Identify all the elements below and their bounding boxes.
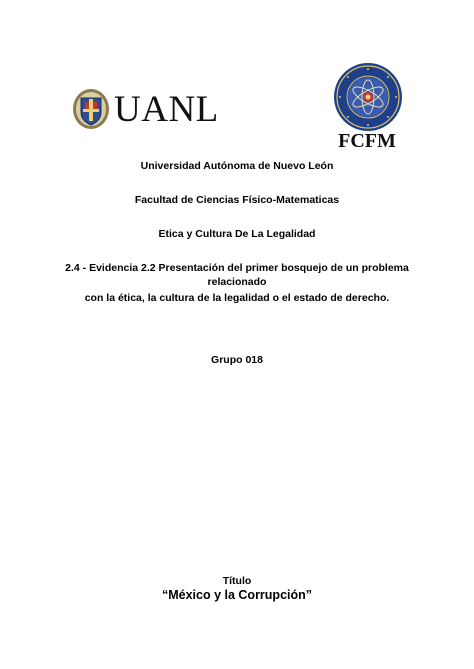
title-label: Título [222,575,252,587]
fcfm-logo [324,62,410,152]
uanl-wordmark: UANL [114,89,219,130]
group-number: Grupo 018 [211,354,263,366]
course-name: Etica y Cultura De La Legalidad [158,228,316,240]
title-value: “México y la Corrupción” [161,588,313,602]
university-name: Universidad Autónoma de Nuevo León [140,160,334,172]
uanl-seal-icon [72,88,110,130]
faculty-name: Facultad de Ciencias Físico-Matematicas [134,194,340,206]
activity-line-3: con la ética, la cultura de la legalidad o el estado de derecho. [84,292,390,304]
fcfm-seal-icon [333,62,403,132]
activity-line-2: relacionado [207,276,267,288]
uanl-logo [72,88,219,132]
fcfm-wordmark: FCFM [338,130,396,152]
activity-line-1: 2.4 - Evidencia 2.2 Presentación del primer bosquejo de un problema [65,262,409,274]
